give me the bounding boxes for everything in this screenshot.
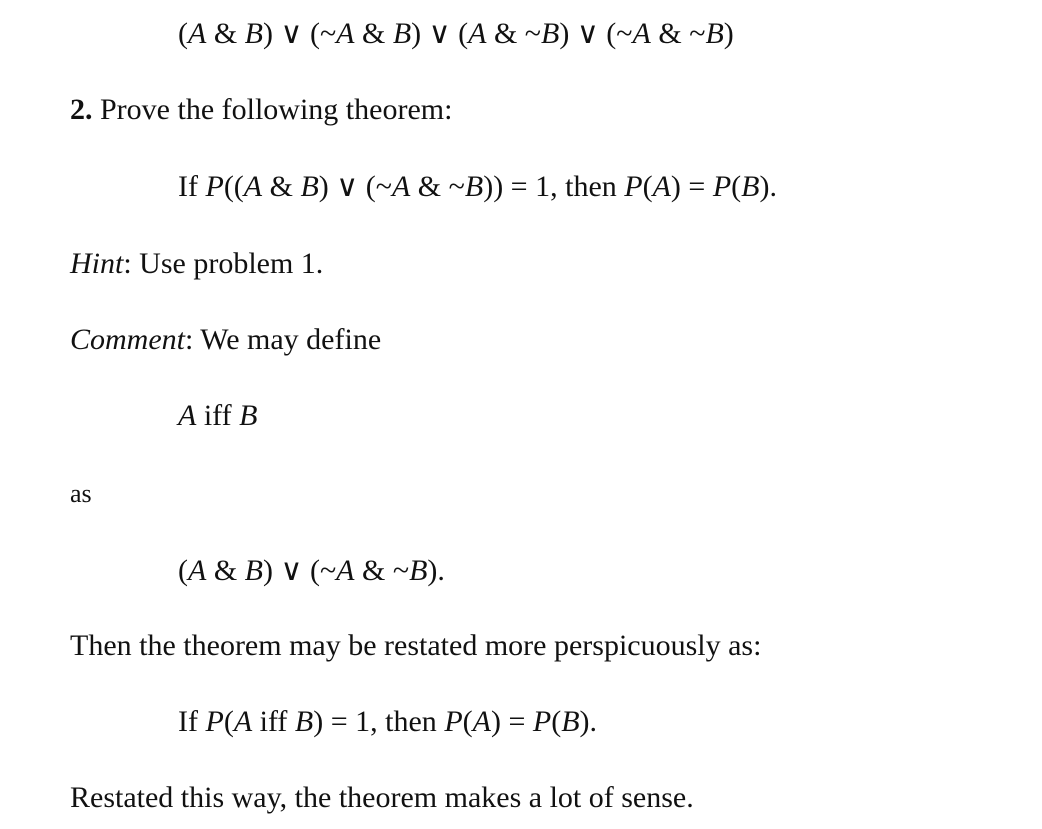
text: ( (178, 17, 188, 50)
var-b: B (244, 554, 263, 587)
text: ) = (490, 705, 533, 738)
var-b: B (409, 554, 428, 587)
var-b: B (239, 399, 258, 432)
var-b: B (300, 170, 319, 203)
var-p: P (532, 705, 552, 738)
var-a: A (233, 705, 253, 738)
formula-disjunction-line (178, 16, 734, 52)
text: iff (252, 705, 295, 738)
var-p: P (205, 705, 224, 738)
text: & (354, 17, 393, 50)
var-a: A (336, 17, 355, 50)
text: )) = 1, then (483, 170, 625, 203)
var-a: A (178, 399, 197, 432)
iff-definition (178, 398, 257, 434)
var-p: P (205, 170, 224, 203)
var-b: B (741, 170, 760, 203)
var-a: A (188, 17, 207, 50)
problem-number: 2. (70, 93, 93, 126)
iff-formula (178, 553, 445, 589)
text: (( (223, 170, 244, 203)
var-a: A (472, 705, 491, 738)
problem-2-heading (70, 92, 452, 128)
restate-intro: Then the theorem may be restated more perspicuously as: (70, 629, 762, 662)
var-p: P (444, 705, 463, 738)
text: ) ∨ (~ (559, 17, 633, 50)
var-b: B (561, 705, 580, 738)
var-a: A (336, 554, 355, 587)
text: & (262, 170, 301, 203)
var-a: A (391, 170, 411, 203)
text: ) (723, 17, 734, 50)
as-word: as (70, 479, 92, 508)
hint-label: Hint (70, 247, 124, 280)
text: ( (178, 554, 188, 587)
var-b: B (294, 705, 314, 738)
var-b: B (244, 17, 263, 50)
text: & (206, 17, 245, 50)
text: ( (642, 170, 653, 203)
comment-label: Comment (70, 323, 185, 356)
theorem-statement (178, 169, 777, 205)
var-b: B (392, 17, 412, 50)
text: ) = 1, then (313, 705, 445, 738)
var-a: A (243, 170, 263, 203)
text: & ~ (650, 17, 706, 50)
var-a: A (188, 554, 207, 587)
text: If (178, 170, 206, 203)
text: ) ∨ (~ (263, 17, 337, 50)
text: & ~ (486, 17, 542, 50)
var-b: B (705, 17, 724, 50)
text: ( (223, 705, 234, 738)
text: ) ∨ (~ (263, 554, 337, 587)
text: If (178, 705, 206, 738)
theorem-restated (178, 704, 597, 740)
text: ) = (670, 170, 713, 203)
hint-text: : Use problem 1. (123, 247, 324, 280)
text: iff (196, 399, 240, 432)
text: & ~ (354, 554, 410, 587)
hint-line (70, 246, 323, 282)
var-b: B (541, 17, 560, 50)
text: ( (551, 705, 562, 738)
var-b: B (464, 170, 484, 203)
comment-text: : We may define (185, 323, 382, 356)
text: ). (427, 554, 445, 587)
var-a: A (632, 17, 651, 50)
text: & ~ (410, 170, 465, 203)
text: & (206, 554, 245, 587)
text: ( (462, 705, 473, 738)
var-p: P (624, 170, 643, 203)
text: ). (759, 170, 777, 203)
comment-line (70, 322, 381, 358)
problem-text: Prove the following theorem: (92, 93, 453, 126)
var-a: A (652, 170, 671, 203)
var-a: A (468, 17, 487, 50)
text: ). (579, 705, 598, 738)
conclusion-line: Restated this way, the theorem makes a lot of sense. (70, 781, 694, 814)
text: ) ∨ (~ (318, 170, 392, 203)
text: ) ∨ ( (411, 17, 469, 50)
text: ( (731, 170, 742, 203)
var-p: P (712, 170, 732, 203)
